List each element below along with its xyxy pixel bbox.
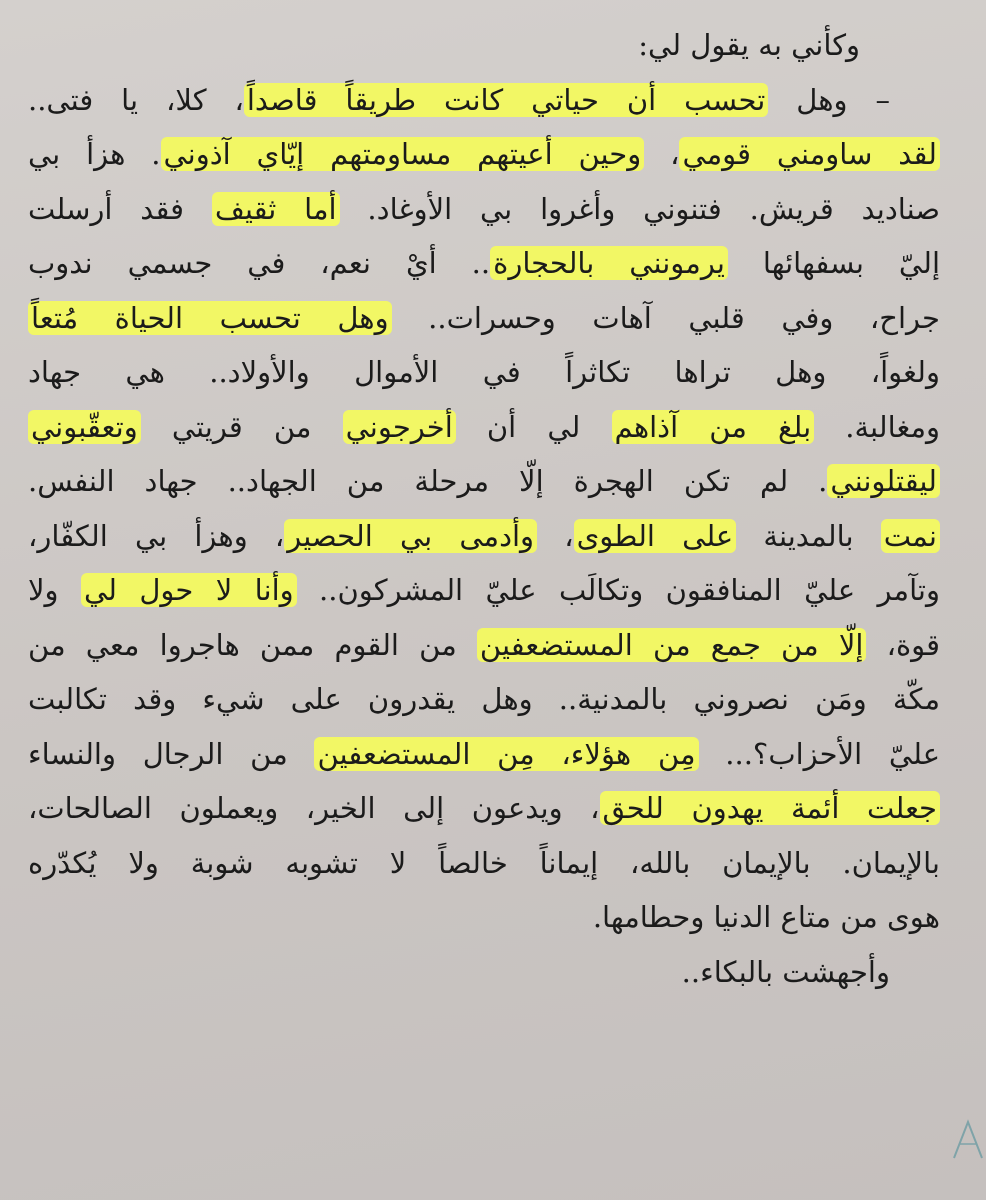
text-segment: مكّة ومَن نصروني بالمدنية.. وهل يقدرون على شيء وقد تكالبت [28,682,940,716]
text-segment: ولغواً، وهل تراها تكاثراً في الأموال والأولاد.. هي جهاد [28,355,940,389]
highlighted-text: وتعقّبوني [28,410,141,444]
text-line [28,672,940,727]
highlighted-text: وحين أعيتهم مساومتهم إيّاي آذوني [161,137,645,171]
text-line [28,182,940,237]
text-line [28,836,940,891]
text-line [28,236,940,291]
text-segment: إليّ بسفهائها [727,246,940,280]
text-line [28,127,940,182]
text-segment: لي أن [455,409,612,444]
text-segment: صناديد قريش. فتنوني وأغروا بي الأوغاد. [339,191,940,226]
highlighted-text: إلّا من جمع من المستضعفين [477,628,867,662]
text-line [28,945,940,1000]
text-segment: .. أيْ نعم، في جسمي ندوب [28,246,491,280]
highlighted-text: بلغ من آذاهم [612,410,815,444]
text-segment: ، كلا، يا فتى.. [28,82,244,117]
text-line [28,563,940,618]
text-segment: وأجهشت بالبكاء.. [681,954,890,989]
text-line [28,454,940,509]
highlighted-text: مِن هؤلاء، مِن المستضعفين [314,737,698,771]
text-segment: ، ويدعون إلى الخير، ويعملون الصالحات، [28,791,600,825]
text-segment: جراح، وفي قلبي آهات وحسرات.. [391,300,940,335]
pencil-mark-icon [946,1100,986,1160]
text-line [28,618,940,673]
page-text [28,18,940,999]
text-segment: ولا [28,573,81,607]
text-line [28,18,940,73]
highlighted-text: نمت [881,519,940,553]
text-line [28,781,940,836]
highlighted-text: على الطوى [574,519,737,553]
text-segment: ، [537,518,574,553]
text-line [28,291,940,346]
highlighted-text: تحسب أن حياتي كانت طريقاً قاصداً [244,83,768,117]
highlighted-text: ليقتلونني [827,464,940,498]
highlighted-text: وأنا لا حول لي [81,573,297,607]
text-line [28,727,940,782]
text-segment: وتآمر عليّ المنافقون وتكالَب عليّ المشركون.. [296,573,940,607]
text-segment: . لم تكن الهجرة إلّا مرحلة من الجهاد.. جهاد النفس. [28,464,828,498]
highlighted-text: لقد ساومني قومي [679,137,940,171]
text-segment: بالمدينة [736,518,881,553]
text-line [28,345,940,400]
text-segment: قوة، [866,627,941,662]
text-line [28,73,940,128]
highlighted-text: أخرجوني [343,410,456,444]
highlighted-text: وهل تحسب الحياة مُتعاً [28,301,392,335]
text-segment: من قريتي [140,409,343,444]
text-segment: ، وهزأ بي الكفّار، [28,518,285,553]
text-segment: ، [644,137,680,171]
text-segment: فقد أرسلت [28,191,212,226]
text-segment: – وهل [768,82,890,117]
highlighted-text: يرمونني بالحجارة [490,246,728,280]
text-segment: بالإيمان. بالإيمان بالله، إيماناً خالصاً لا تشوبه شوبة ولا يُكدّره [28,845,940,880]
text-segment: . هزأ بي [28,137,161,171]
text-segment: من الرجال والنساء [28,736,315,771]
text-segment: هوى من متاع الدنيا وحطامها. [592,900,940,934]
text-line [28,400,940,455]
highlighted-text: وأدمى بي الحصير [284,519,537,553]
text-segment: عليّ الأحزاب؟... [698,736,940,771]
text-line [28,890,940,945]
text-segment: وكأني به يقول لي: [638,28,860,62]
text-segment: من القوم ممن هاجروا معي من [28,627,477,662]
text-line [28,509,940,564]
text-segment: ومغالبة. [814,409,941,444]
highlighted-text: أما ثقيف [212,192,340,226]
highlighted-text: جعلت أئمة يهدون للحق [600,791,940,825]
